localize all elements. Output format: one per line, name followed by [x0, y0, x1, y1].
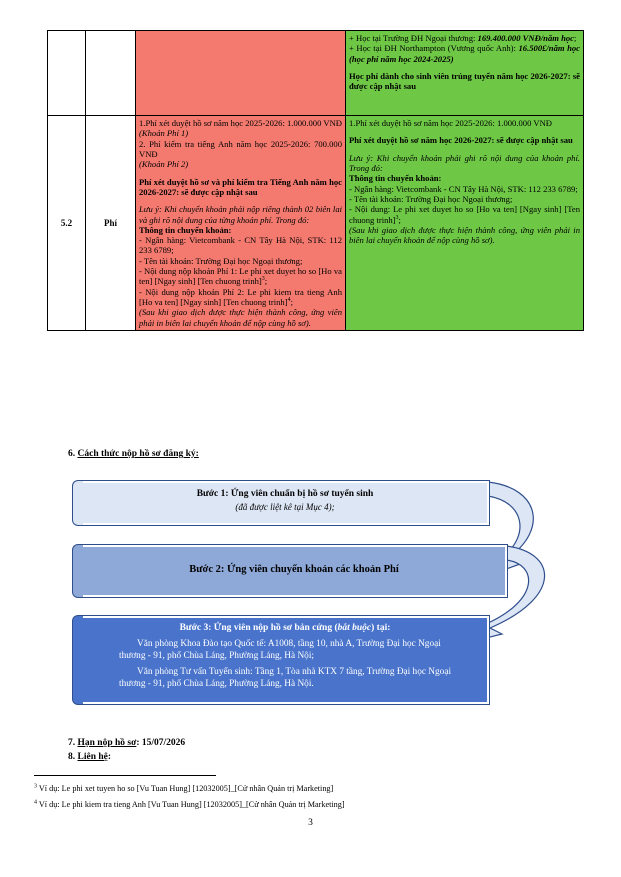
step-1-subtitle: (đã được liệt kê tại Mục 4); [235, 502, 335, 512]
red-content2: - Nội dung nộp khoản Phí 2: Le phi kiem tra tieng Anh [Ho va ten] [Ngay sinh] [Ten chuong trinh]$^4$; [139, 286, 342, 307]
step-3-office-2: Văn phòng Tư vấn Tuyển sinh: Tầng 1, Tòa nhà KTX 7 tầng, Trường Đại học Ngoại thương - 91, phố Chùa Láng, Phường Láng, Hà Nội. [119, 667, 452, 690]
step-1-scroll-edge [72, 480, 83, 526]
red-account: - Tên tài khoản: Trường Đại học Ngoại thương; [139, 255, 303, 266]
step-1-box [80, 480, 490, 526]
red-fee1-sub: (Khoản Phí 1) [139, 128, 189, 139]
red-update-note: Phí xét duyệt hồ sơ và phí kiểm tra Tiếng Anh năm học 2026-2027: sẽ được cập nhật sau [139, 176, 342, 197]
section-7-heading: 7. Hạn nộp hồ sơ: 15/07/2026 [68, 738, 186, 748]
fee-green-cell [346, 116, 584, 331]
green-account: - Tên tài khoản: Trường Đại học Ngoại thương; [349, 193, 513, 204]
step-3-title: Bước 3: Ứng viên nộp hồ sơ bản cứng (bắt buộc) tại: [179, 623, 391, 633]
green-after-note: (Sau khi giao dịch được thực hiện thành công, ứng viên phải in biên lai chuyển khoản để nộp cùng hồ sơ). [349, 224, 580, 246]
red-content1: - Nội dung nộp khoản Phí 1: Le phi xet duyet ho so [Ho va ten] [Ngay sinh] [Ten chuong trinh]$^3$; [139, 266, 342, 287]
step-3-scroll-edge [72, 615, 83, 705]
tuition-green-cell [346, 31, 584, 116]
tuition-line-ftu: + Học tại Trường ĐH Ngoại thương: 169.400.000 VNĐ/năm học; [349, 33, 577, 43]
red-fee1: 1.Phí xét duyệt hồ sơ năm học 2025-2026: 1.000.000 VNĐ [139, 118, 342, 128]
red-bank: - Ngân hàng: Vietcombank - CN Tây Hà Nội, STK: 112 233 6789; [139, 235, 342, 256]
submission-steps-diagram [0, 460, 621, 730]
green-update-note: Phí xét duyệt hồ sơ năm học 2026-2027: sẽ được cập nhật sau [349, 135, 573, 146]
footnote-4: $^4$ Ví dụ: Le phi kiem tra tieng Anh [Vu Tuan Hung] [12032005]_[Cử nhân Quản trị Marketing] [34, 799, 345, 809]
footnote-separator [34, 775, 216, 776]
section-6-heading: 6. Cách thức nộp hồ sơ đăng ký: [68, 449, 199, 459]
fee-row [48, 116, 584, 331]
step-2-scroll-edge [72, 544, 83, 598]
red-fee2-sub: (Khoản Phí 2) [139, 159, 189, 170]
tuition-update-note: Học phí dành cho sinh viên trúng tuyển năm học 2026-2027: sẽ được cập nhật sau [349, 70, 580, 92]
green-transfer-title: Thông tin chuyển khoản: [349, 173, 442, 184]
step-1-title: Bước 1: Ứng viên chuẩn bị hồ sơ tuyển sinh [196, 489, 374, 499]
green-bank: - Ngân hàng: Vietcombank - CN Tây Hà Nội, STK: 112 233 6789; [349, 183, 578, 194]
section-8-heading: 8. Liên hệ: [68, 752, 112, 762]
fee-row-number: 5.2 [48, 116, 86, 331]
footnote-3: $^3$ Ví dụ: Le phi xet tuyen ho so [Vu Tuan Hung] [12032005]_[Cử nhân Quản trị Marketing] [34, 783, 334, 793]
tuition-number-cell [48, 31, 86, 116]
red-warning: Lưu ý: Khi chuyển khoản phải nộp riêng thành 02 biên lai và ghi rõ nội dung của từng khoản phí. Trong đó: [139, 204, 342, 225]
tuition-row [48, 31, 584, 116]
tuition-label-cell [86, 31, 136, 116]
step-3-box [80, 615, 490, 705]
fee-red-cell [136, 116, 346, 331]
fee-row-label: Phí [86, 116, 136, 331]
step-3-office-1: Văn phòng Khoa Đào tạo Quốc tế: A1008, tầng 10, nhà A, Trường Đại học Ngoại thương - 91, phố Chùa Láng, Phường Láng, Hà Nội; [119, 639, 441, 662]
green-fee1: 1.Phí xét duyệt hồ sơ năm học 2025-2026: 1.000.000 VNĐ [349, 118, 552, 128]
page-number: 3 [308, 818, 313, 828]
green-content: - Nội dung: Le phi xet duyet ho so [Ho va ten] [Ngay sinh] [Ten chuong trinh]$^3$; [349, 204, 580, 225]
red-transfer-title: Thông tin chuyển khoản: [139, 224, 232, 235]
red-after-note: (Sau khi giao dịch được thực hiện thành công, ứng viên phải in biên lai chuyển khoản để nộp cùng hồ sơ). [139, 307, 342, 328]
red-fee2: 2. Phí kiểm tra tiếng Anh năm học 2025-2026: 700.000 VNĐ [139, 138, 342, 159]
step-2-box [80, 544, 508, 598]
step-2-title: Bước 2: Ứng viên chuyển khoản các khoản Phí [189, 564, 399, 575]
tuition-red-cell [136, 31, 346, 116]
program-fee-table [47, 30, 584, 331]
tuition-line-northampton: + Học tại ĐH Northampton (Vương quốc Anh): 16.500£/năm học (học phí năm học 2024-2025) [349, 43, 580, 64]
green-warning: Lưu ý: Khi chuyển khoản phải ghi rõ nội dung của khoản phí. Trong đó: [349, 152, 580, 173]
